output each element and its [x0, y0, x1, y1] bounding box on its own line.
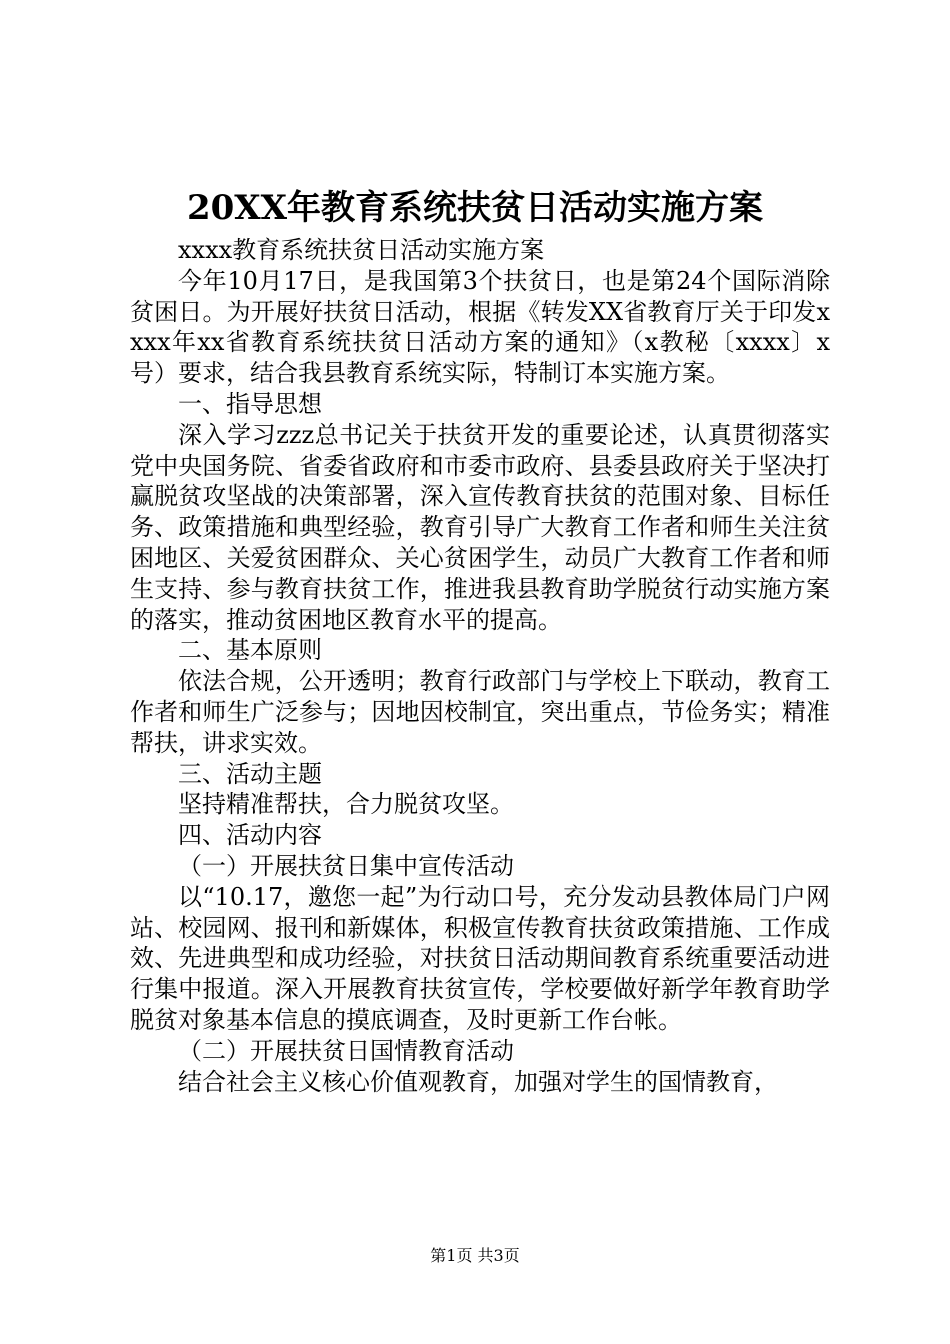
- paragraph-subtitle: xxxx教育系统扶贫日活动实施方案: [178, 236, 545, 264]
- heading-activity-content: 四、活动内容: [178, 821, 322, 850]
- heading-basic-principles: 二、基本原则: [178, 636, 322, 665]
- paragraph-intro: 今年10月17日，是我国第3个扶贫日，也是第24个国际消除贫困日。为开展好扶贫日活动，根据《转发XX省教育厅关于印发xxxx年xx省教育系统扶贫日活动方案的通知》（x教秘〔xxxx〕x号）要求，结合我县教育系统实际，特制订本实施方案。: [130, 266, 830, 388]
- paragraph-activity-theme: 坚持精准帮扶，合力脱贫攻坚。: [178, 790, 514, 819]
- paragraph-publicity: 以“10.17，邀您一起”为行动口号，充分发动县教体局门户网站、校园网、报刊和新媒体，积极宣传教育扶贫政策措施、工作成效、先进典型和成功经验，对扶贫日活动期间教育系统重要活动进行集中报道。深入开展教育扶贫宣传，学校要做好新学年教育助学脱贫对象基本信息的摸底调查，及时更新工作台帐。: [130, 882, 830, 1034]
- paragraph-guiding-thought: 深入学习zzz总书记关于扶贫开发的重要论述，认真贯彻落实党中央国务院、省委省政府和市委市政府、县委县政府关于坚决打赢脱贫攻坚战的决策部署，深入宣传教育扶贫的范围对象、目标任务、政策措施和典型经验，教育引导广大教育工作者和师生关注贫困地区、关爱贫困群众、关心贫困学生，动员广大教育工作者和师生支持、参与教育扶贫工作，推进我县教育助学脱贫行动实施方案的落实，推动贫困地区教育水平的提高。: [130, 420, 830, 634]
- subheading-national-education: （二）开展扶贫日国情教育活动: [178, 1036, 514, 1065]
- paragraph-basic-principles: 依法合规，公开透明；教育行政部门与学校上下联动，教育工作者和师生广泛参与；因地因校制宜，突出重点，节俭务实；精准帮扶，讲求实效。: [130, 667, 830, 757]
- paragraph-national-education: 结合社会主义核心价值观教育，加强对学生的国情教育，: [178, 1067, 778, 1096]
- heading-guiding-thought: 一、指导思想: [178, 389, 322, 418]
- subheading-publicity: （一）开展扶贫日集中宣传活动: [178, 851, 514, 880]
- document-title: 20XX年教育系统扶贫日活动实施方案: [186, 188, 764, 228]
- heading-activity-theme: 三、活动主题: [178, 759, 322, 788]
- document-body: [130, 235, 830, 1097]
- page-footer: 第1页 共3页: [430, 1246, 520, 1265]
